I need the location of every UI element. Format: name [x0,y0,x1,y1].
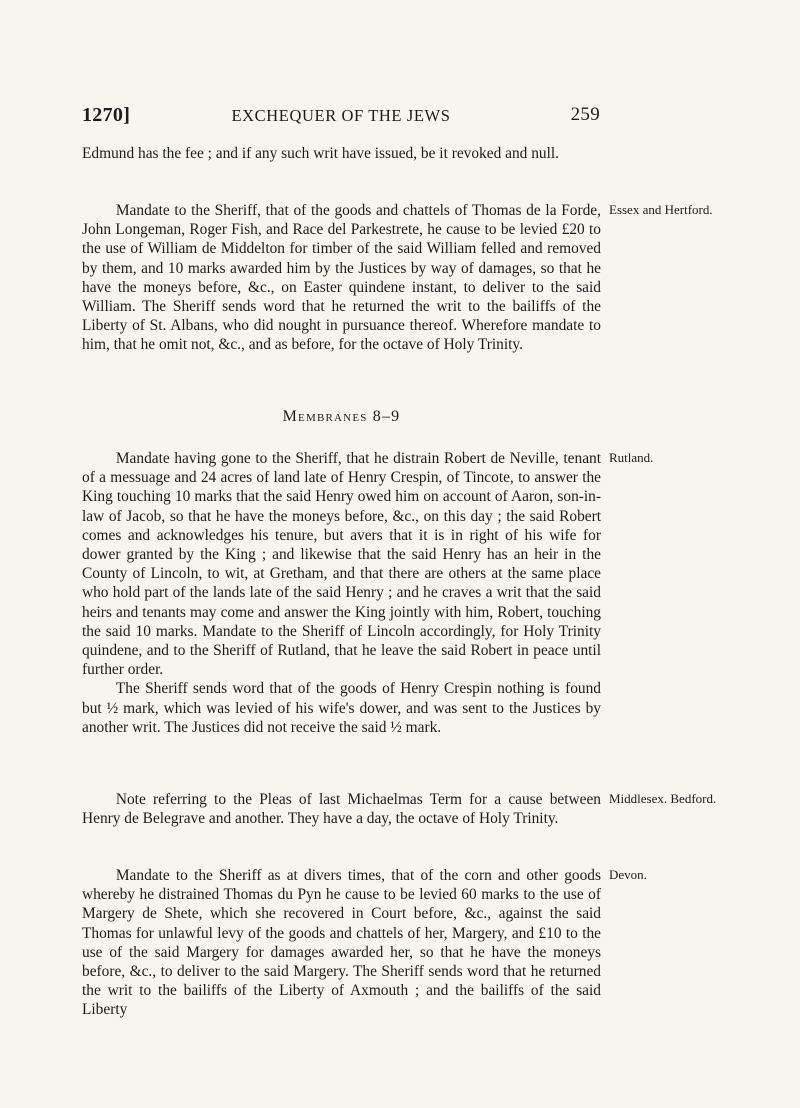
section-heading: Membranes 8–9 [282,408,401,425]
paragraph-mandate-neville: Mandate having gone to the Sheriff, that he distrain Robert de Neville, tenant of a messuage and 24 acres of land late of Henry Crespin, of Tincote, to answer the King touching 10 marks that the said Henry owed him on account of Aaron, son-in-law of Jacob, so that he have the moneys before, &c., on this day ; the said Robert comes and acknowledges his tenure, but avers that it is in right of his wife for dower granted by the King ; and likewise that the said Henry has an heir in the County of Lincoln, to wit, at Gretham, and that there are others at the same place who hold part of the lands late of the said Henry ; and he craves a writ that the said heirs and tenants may come and answer the King jointly with him, Robert, touching the said 10 marks. Mandate to the Sheriff of Lincoln accordingly, for Holy Trinity quindene, and to the Sheriff of Rutland, that he leave the said Robert in peace until further order. [82,450,601,679]
header-year: 1270] [82,104,131,126]
margin-note-essex-hertford: Essex and Hertford. [609,202,713,217]
running-head [82,104,600,130]
paragraph-mandate-middelton: Mandate to the Sheriff, that of the goods and chattels of Thomas de la Forde, John Longeman, Roger Fish, and Race del Parkestrete, he cause to be levied £20 to the use of William de Middelton for timber of the said William felled and removed by them, and 10 marks awarded him by the Justices by way of damages, so that he have the moneys before, &c., on Easter quindene instant, to deliver to the said William. The Sheriff sends word that he returned the writ to the bailiffs of the Liberty of St. Albans, who did nought in pursuance thereof. Wherefore mandate to him, that he omit not, &c., and as before, for the octave of Holy Trinity. [82,202,601,354]
paragraph-0-block [82,144,601,163]
paragraph-4-block [82,790,601,828]
paragraph-2-block [82,449,601,737]
margin-note-devon: Devon. [609,867,647,882]
paragraph-continuation: Edmund has the fee ; and if any such writ have issued, be it revoked and null. [82,145,559,162]
paragraph-5-block [82,866,601,1020]
page-number: 259 [570,104,600,125]
paragraph-crespin-goods: The Sheriff sends word that of the goods of Henry Crespin nothing is found but ½ mark, which was levied of his wife's dower, and was sent to the Justices by another writ. The Justices did not receive the said ½ mark. [82,680,601,736]
paragraph-note-belegrave: Note referring to the Pleas of last Michaelmas Term for a cause between Henry de Belegrave and another. They have a day, the octave of Holy Trinity. [82,791,601,828]
paragraph-mandate-shete: Mandate to the Sheriff as at divers times, that of the corn and other goods whereby he distrained Thomas du Pyn he cause to be levied 60 marks to the use of Margery de Shete, which she recovered in Court before, &c., against the said Thomas for unlawful levy of the goods and chattels of her, Margery, and £10 to the use of the said Margery for damages awarded her, so that he have the moneys before, &c., to deliver to the said Margery. The Sheriff sends word that he returned the writ to the bailiffs of the Liberty of Axmouth ; and the bailiffs of the said Liberty [82,867,601,1019]
paragraph-1-block [82,201,601,355]
header-title: EXCHEQUER OF THE JEWS [231,106,451,125]
margin-note-middlesex-bedford: Middlesex. Bedford. [609,791,717,806]
margin-note-rutland: Rutland. [609,450,654,465]
